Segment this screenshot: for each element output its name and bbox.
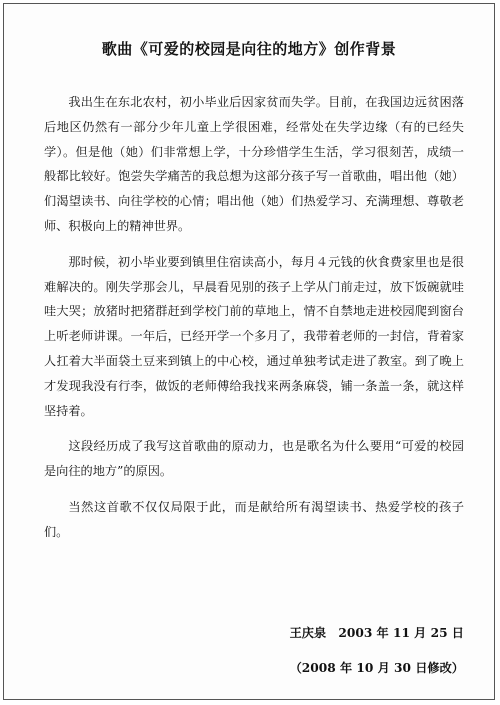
paragraph-background: 我出生在东北农村，初小毕业后因家贫而失学。目前，在我国边远贫困落后地区仍然有一部分少年儿童上学很困难，经常处在失学边缘（有的已经失学）。但是他（她）们非常想上学，十分珍惜学生生活，学习很刻苦，成绩一般都比较好。饱尝失学痛苦的我总想为这部分孩子写一首歌曲，唱出他（她）们渴望读书、向往学校的心情；唱出他（她）们热爱学习、充满理想、尊敬老师、积极向上的精神世界。 (44, 95, 464, 233)
paragraph-dedication: 当然这首歌不仅仅局限于此，而是献给所有渴望读书、热爱学校的孩子们。 (44, 499, 464, 539)
revision-note: （2008 年 10 月 30 日修改） (289, 661, 464, 675)
document-title: 歌曲《可爱的校园是向往的地方》创作背景 (101, 40, 397, 58)
document-body (44, 90, 464, 545)
paragraph-childhood: 那时候，初小毕业要到镇里住宿读高小，每月４元钱的伙食费家里也是很难解决的。刚失学那会儿，早晨看见别的孩子上学从门前走过，放下饭碗就哇哇大哭；放猪时把猪群赶到学校门前的草地上，情不自禁地走进校园爬到窗台上听老师讲课。一年后，已经开学一个多月了，我带着老师的一封信，背着家人扛着大半面袋土豆来到镇上的中心校，通过单独考试走进了教室。到了晚上才发现我没有行李，做饭的老师傅给我找来两条麻袋，铺一条盖一条，就这样坚持着。 (44, 254, 464, 418)
author-signature: 王庆泉 2003 年 11 月 25 日 (289, 626, 464, 640)
paragraph-motivation: 这段经历成了我写这首歌曲的原动力，也是歌名为什么要用“可爱的校园是向往的地方”的原因。 (44, 439, 464, 479)
document-page (3, 3, 495, 700)
